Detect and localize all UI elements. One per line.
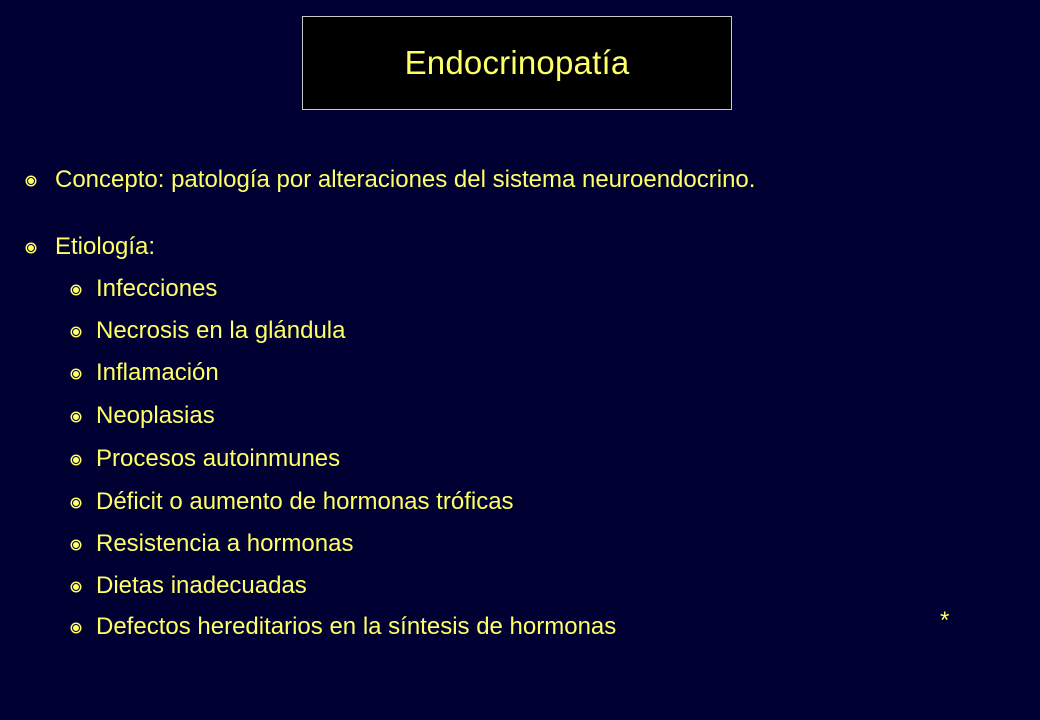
concept-text: Concepto: patología por alteraciones del sistema neuroendocrino. [55, 166, 756, 193]
asterisk-marker: * [940, 607, 950, 634]
bullet-icon [72, 328, 80, 336]
etiology-item: Déficit o aumento de hormonas tróficas [96, 488, 514, 515]
bullet-icon [72, 413, 80, 421]
bullet-icon [72, 541, 80, 549]
bullet-icon [27, 244, 35, 252]
bullet-icon [72, 456, 80, 464]
etiology-item: Defectos hereditarios en la síntesis de hormonas [96, 613, 617, 640]
bullet-icon [72, 583, 80, 591]
etiology-item: Dietas inadecuadas [96, 572, 307, 599]
etiology-heading: Etiología: [55, 233, 156, 260]
etiology-item: Inflamación [96, 359, 219, 386]
bullet-icon [72, 286, 80, 294]
slide-title: Endocrinopatía [404, 44, 630, 81]
bullet-icon [27, 177, 35, 185]
title-box [302, 16, 732, 110]
etiology-item: Procesos autoinmunes [96, 445, 341, 472]
bullet-icon [72, 499, 80, 507]
etiology-item: Infecciones [96, 275, 218, 302]
bullet-icon [72, 370, 80, 378]
etiology-item: Resistencia a hormonas [96, 530, 354, 557]
etiology-item: Neoplasias [96, 402, 215, 429]
bullet-icon [72, 624, 80, 632]
etiology-item: Necrosis en la glándula [96, 317, 346, 344]
